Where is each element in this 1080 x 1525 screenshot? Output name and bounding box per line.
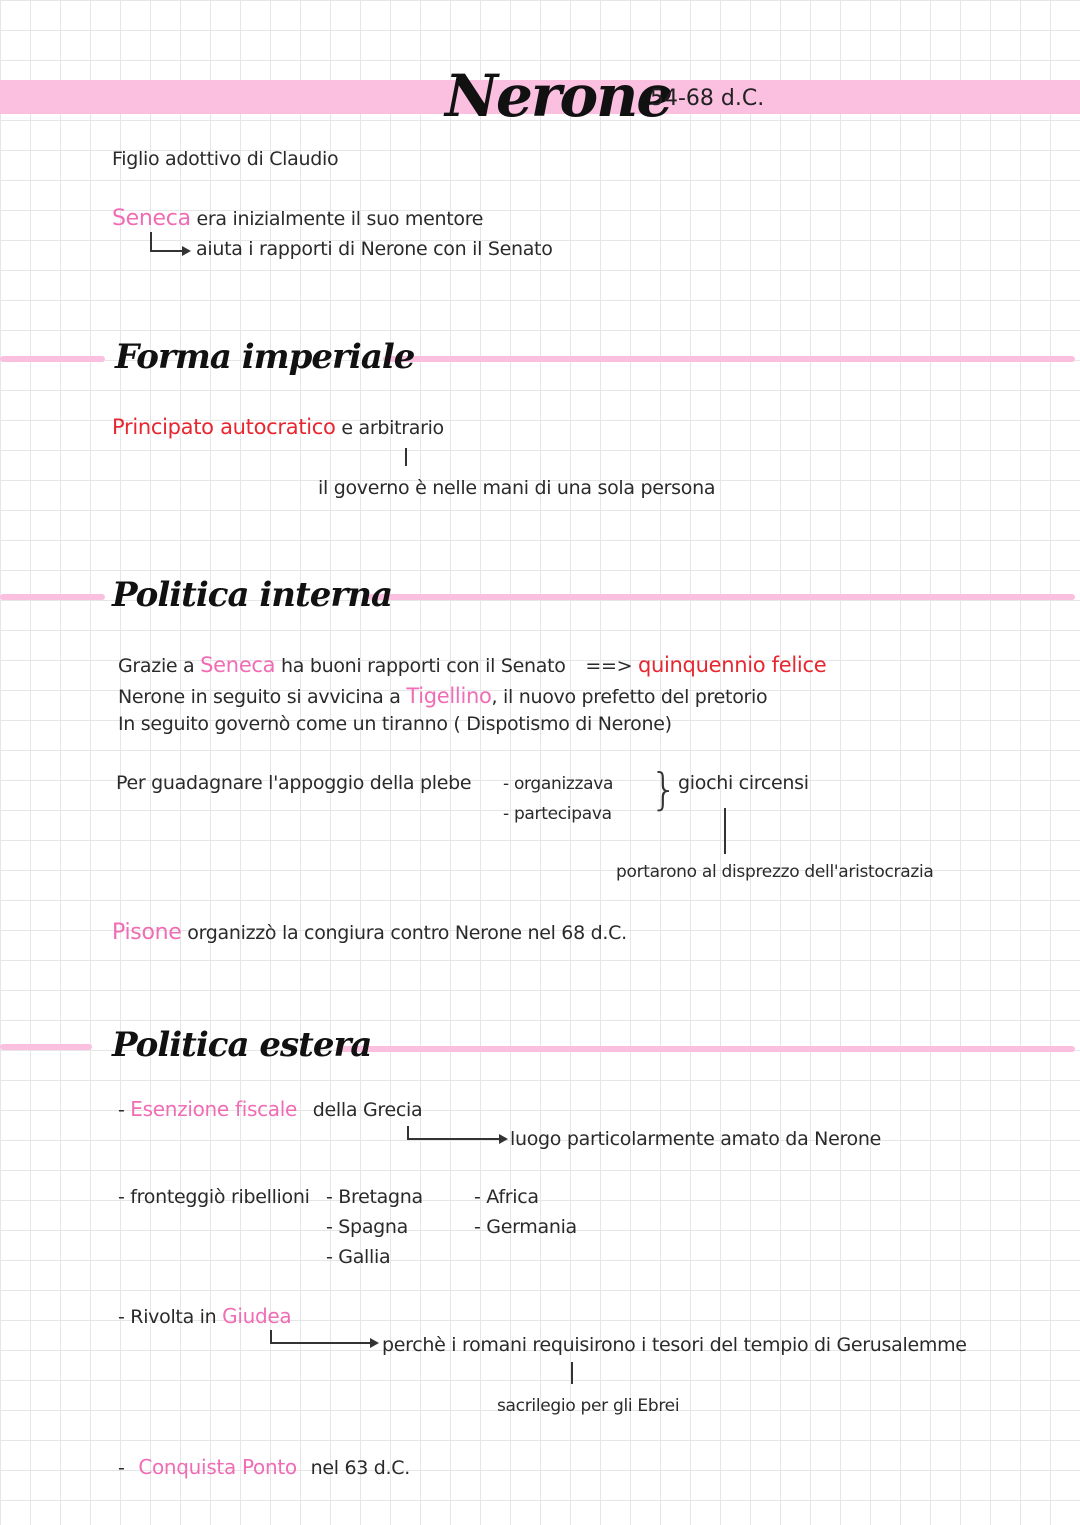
intro-line-1: Figlio adottivo di Claudio [112, 148, 339, 170]
principato-label: Principato autocratico [112, 415, 336, 439]
pisone-label: Pisone [112, 920, 182, 945]
seneca-label: Seneca [200, 653, 276, 677]
giudea-arrow-line [270, 1342, 370, 1344]
intro-arrow-text: aiuta i rapporti di Nerone con il Senato [196, 238, 553, 260]
place-item: - Germania [474, 1216, 577, 1238]
giochi-label: giochi circensi [678, 772, 809, 794]
giochi-connector [724, 808, 726, 854]
section-heading-estera: Politica estera [112, 1025, 372, 1065]
tigellino-label: Tigellino [406, 684, 492, 708]
principato-line [112, 415, 444, 439]
section-line-left [0, 1044, 92, 1050]
grecia-arrow-head [499, 1134, 508, 1144]
intro-line-2-rest: era inizialmente il suo mentore [196, 208, 484, 230]
plebe-line: Per guadagnare l'appoggio della plebe [116, 772, 472, 794]
giudea-label: Giudea [222, 1304, 292, 1328]
esenzione-line [118, 1097, 422, 1121]
forma-connector [405, 448, 407, 466]
fronteggio-line: - fronteggiò ribellioni [118, 1186, 310, 1208]
conquista-label: Conquista Ponto [138, 1455, 297, 1479]
intro-arrow-stem [150, 232, 152, 252]
intro-arrow-head [182, 246, 191, 256]
esenzione-label: Esenzione fiscale [130, 1097, 297, 1121]
place-item: - Gallia [326, 1246, 391, 1268]
sacrilegio-text: sacrilegio per gli Ebrei [497, 1396, 680, 1416]
bullet-dash: - [118, 1457, 125, 1479]
conquista-line [118, 1455, 410, 1479]
disprezzo-text: portarono al disprezzo dell'aristocrazia [616, 862, 934, 882]
intro-arrow-line [150, 250, 182, 252]
quinquennio-label: quinquennio felice [637, 653, 827, 677]
page-title: Nerone [445, 62, 672, 130]
section-heading-interna: Politica interna [112, 575, 392, 615]
place-item: - Spagna [326, 1216, 409, 1238]
brace-symbol: } [650, 764, 678, 815]
section-line-left [0, 594, 105, 600]
place-item: - Bretagna [326, 1186, 423, 1208]
text: - Rivolta in [118, 1306, 217, 1328]
arrow-symbol: ==> [585, 655, 633, 677]
forma-explain: il governo è nelle mani di una sola persona [318, 477, 716, 499]
text: organizzò la congiura contro Nerone nel 68 d.C. [187, 922, 627, 944]
text: ha buoni rapporti con il Senato [281, 655, 566, 677]
interna-line-3: In seguito governò come un tiranno ( Dispotismo di Nerone) [118, 713, 672, 735]
interna-line-1 [118, 653, 826, 677]
seneca-label: Seneca [112, 206, 191, 231]
intro-line-2 [112, 206, 483, 231]
text: nel 63 d.C. [310, 1457, 410, 1479]
pisone-line [112, 920, 627, 945]
luogo-text: luogo particolarmente amato da Nerone [510, 1128, 882, 1150]
section-line-left [0, 356, 105, 362]
bullet-dash: - [118, 1099, 131, 1121]
organizzava-item: - organizzava [503, 774, 614, 794]
arbitrario-label: e arbitrario [341, 417, 444, 439]
text: Grazie a [118, 655, 195, 677]
section-line-right [383, 356, 1075, 362]
interna-line-2 [118, 684, 767, 708]
partecipava-item: - partecipava [503, 804, 612, 824]
section-heading-forma: Forma imperiale [115, 337, 415, 377]
text: , il nuovo prefetto del pretorio [491, 686, 768, 708]
section-line-right [368, 594, 1075, 600]
title-dates: 54-68 d.C. [650, 86, 765, 111]
place-item: - Africa [474, 1186, 539, 1208]
text: della Grecia [312, 1099, 423, 1121]
grecia-arrow-line [407, 1138, 499, 1140]
sacrilegio-connector [571, 1362, 573, 1384]
text: Nerone in seguito si avvicina a [118, 686, 401, 708]
perche-text: perchè i romani requisirono i tesori del tempio di Gerusalemme [382, 1334, 967, 1356]
rivolta-line [118, 1304, 291, 1328]
giudea-arrow-head [370, 1338, 379, 1348]
section-line-right [336, 1046, 1075, 1052]
